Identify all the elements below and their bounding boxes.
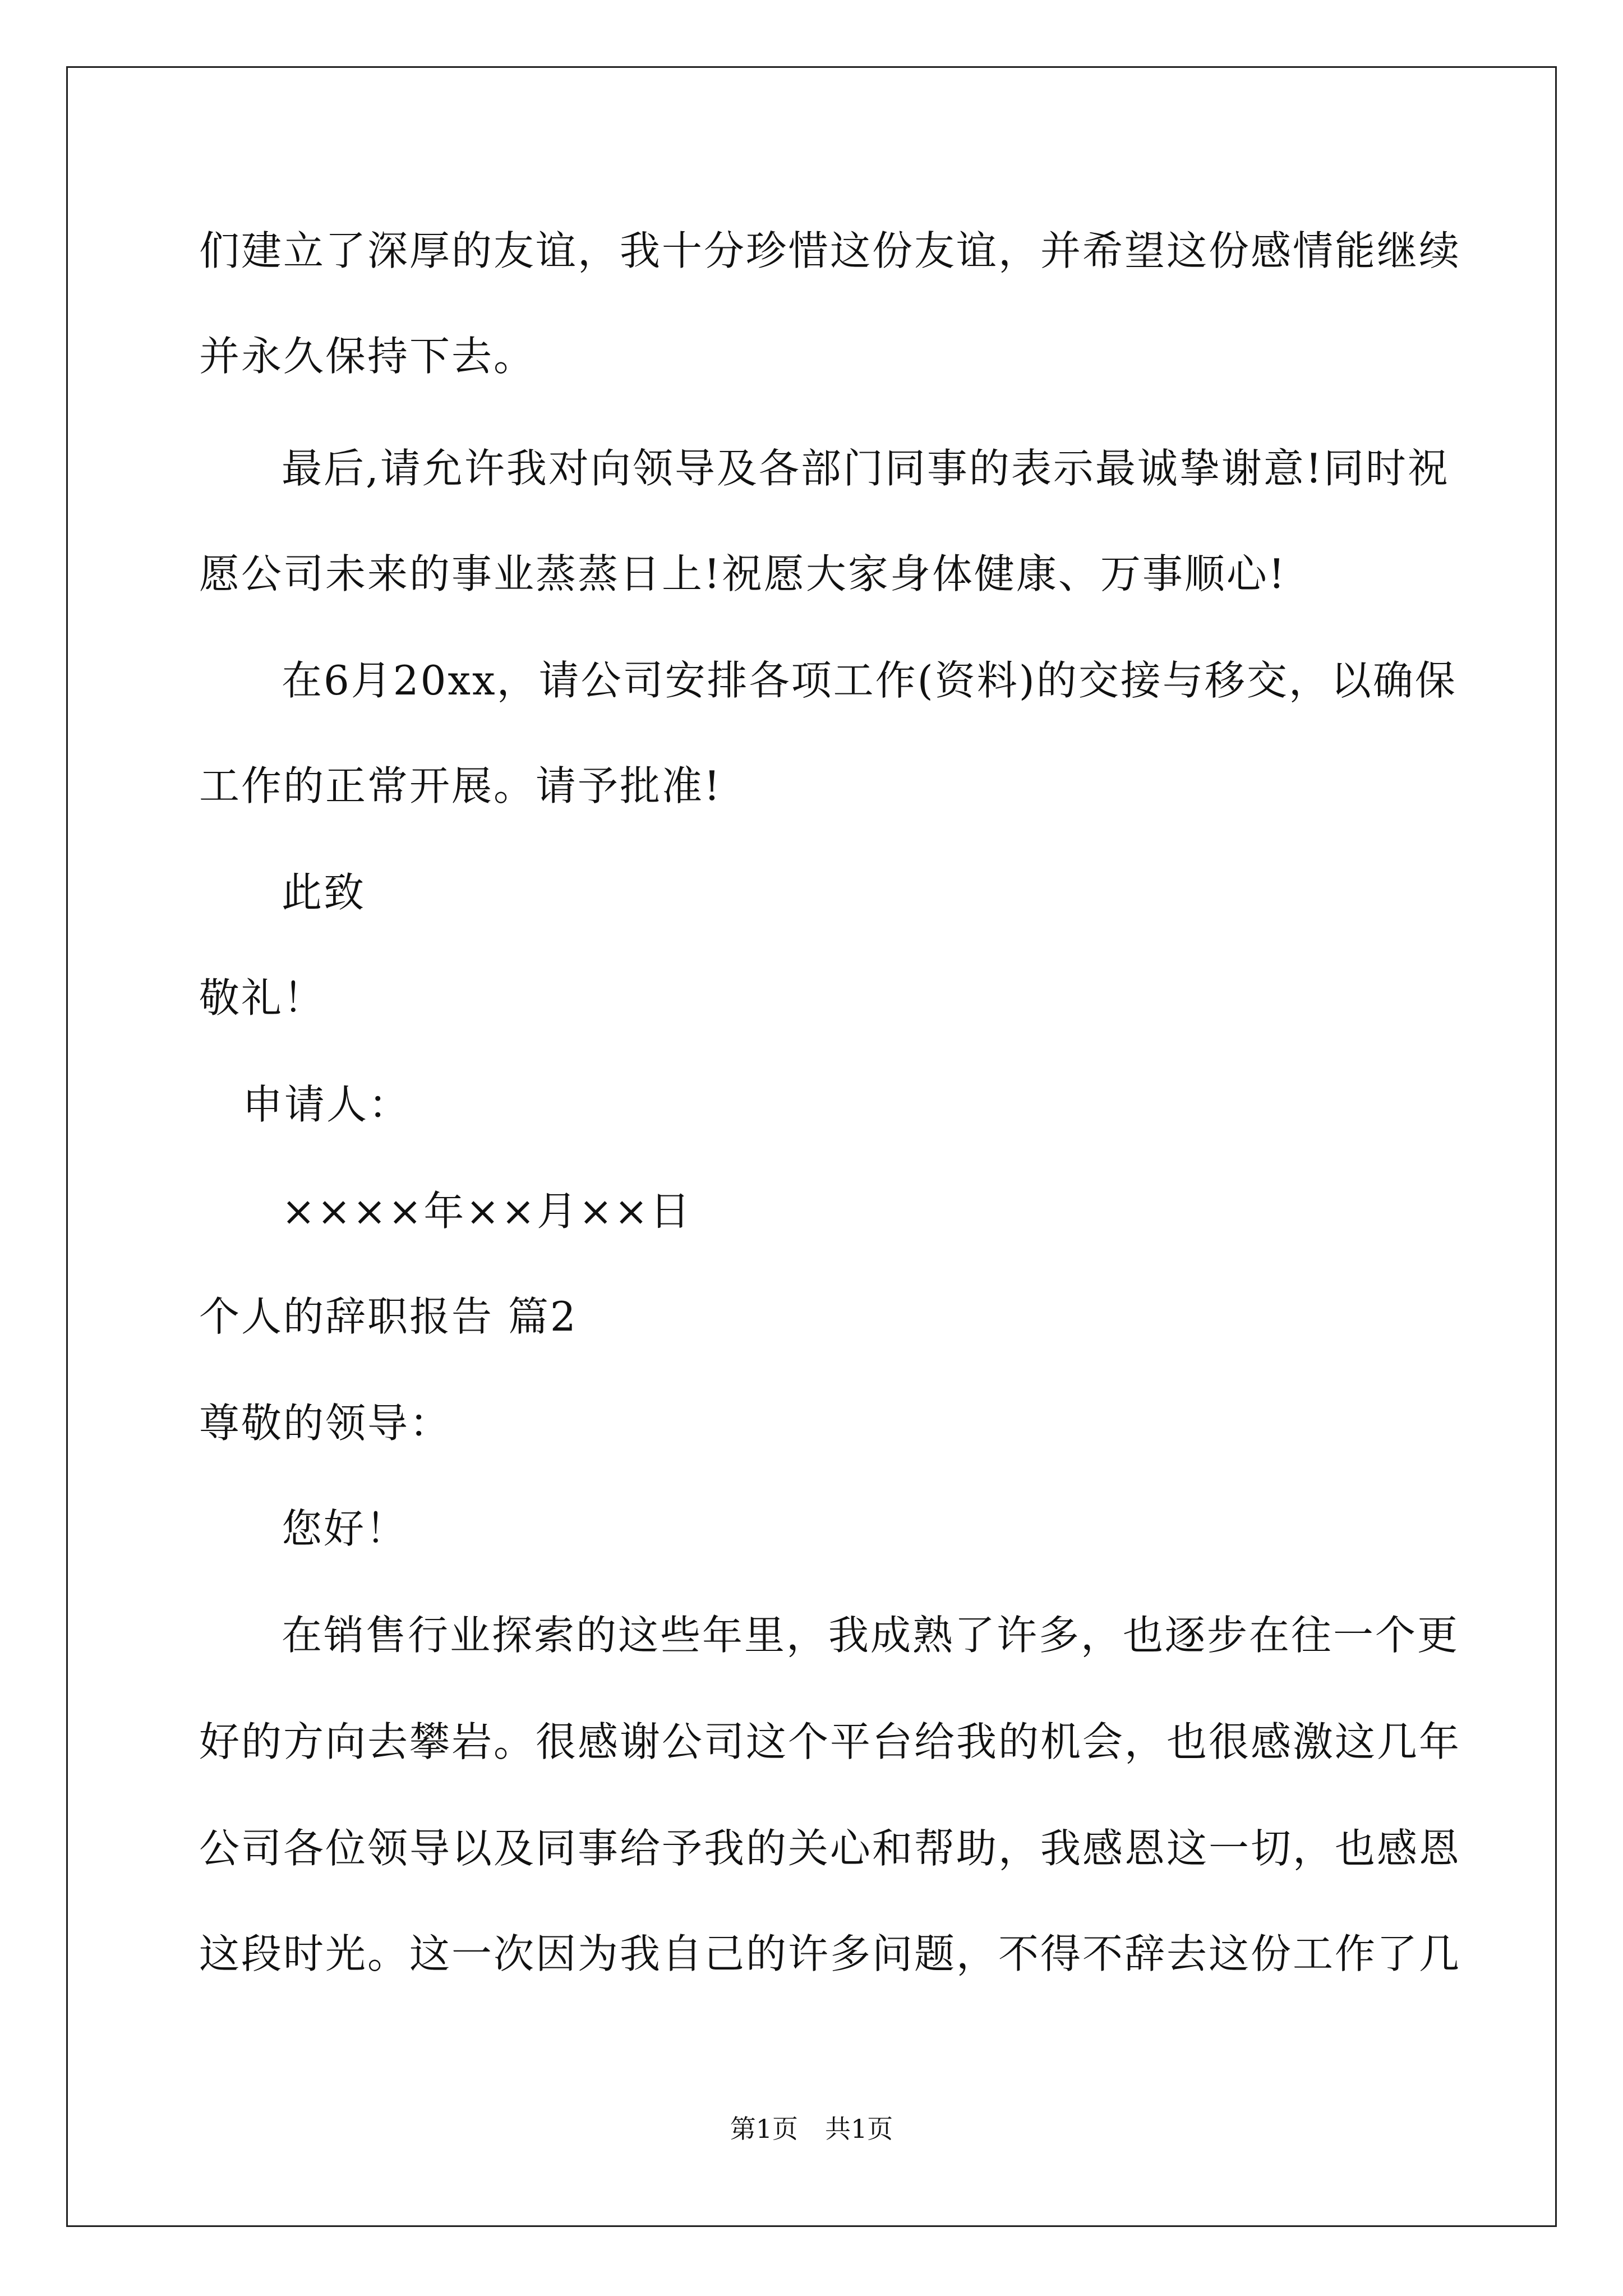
applicant-label: 申请人：	[242, 1081, 411, 1128]
body-line: 好的方向去攀岩。很感谢公司这个平台给我的机会，也很感激这几年	[199, 1718, 1461, 1765]
page-frame	[66, 66, 1557, 2227]
body-line: 工作的正常开展。请予批准!	[199, 762, 722, 809]
greeting-line: 您好！	[282, 1505, 408, 1552]
body-line: 们建立了深厚的友谊，我十分珍惜这份友谊，并希望这份感情能继续	[199, 227, 1461, 274]
page-number-total: 共1页	[825, 2114, 893, 2144]
paragraph-start-line: 在6月20xx，请公司安排各项工作(资料)的交接与移交，以确保	[282, 657, 1457, 704]
page-footer	[0, 2112, 1623, 2146]
body-line: 这段时光。这一次因为我自己的许多问题，不得不辞去这份工作了几	[199, 1930, 1461, 1977]
paragraph-start-line: 最后,请允许我对向领导及各部门同事的表示最诚挚谢意!同时祝	[282, 445, 1450, 492]
page-number-current: 第1页	[730, 2114, 798, 2144]
paragraph-start-line: 在销售行业探索的这些年里，我成熟了许多，也逐步在往一个更	[282, 1612, 1460, 1659]
body-line: 并永久保持下去。	[199, 333, 536, 380]
addressee-line: 尊敬的领导：	[199, 1400, 452, 1447]
body-line: 愿公司未来的事业蒸蒸日上!祝愿大家身体健康、万事顺心!	[199, 550, 1287, 597]
closing-greeting: 此致	[282, 869, 366, 916]
salutation-respect: 敬礼！	[199, 974, 326, 1022]
section-heading: 个人的辞职报告 篇2	[199, 1293, 578, 1340]
body-line: 公司各位领导以及同事给予我的关心和帮助，我感恩这一切，也感恩	[199, 1825, 1461, 1872]
date-placeholder: ××××年××月××日	[282, 1188, 692, 1235]
